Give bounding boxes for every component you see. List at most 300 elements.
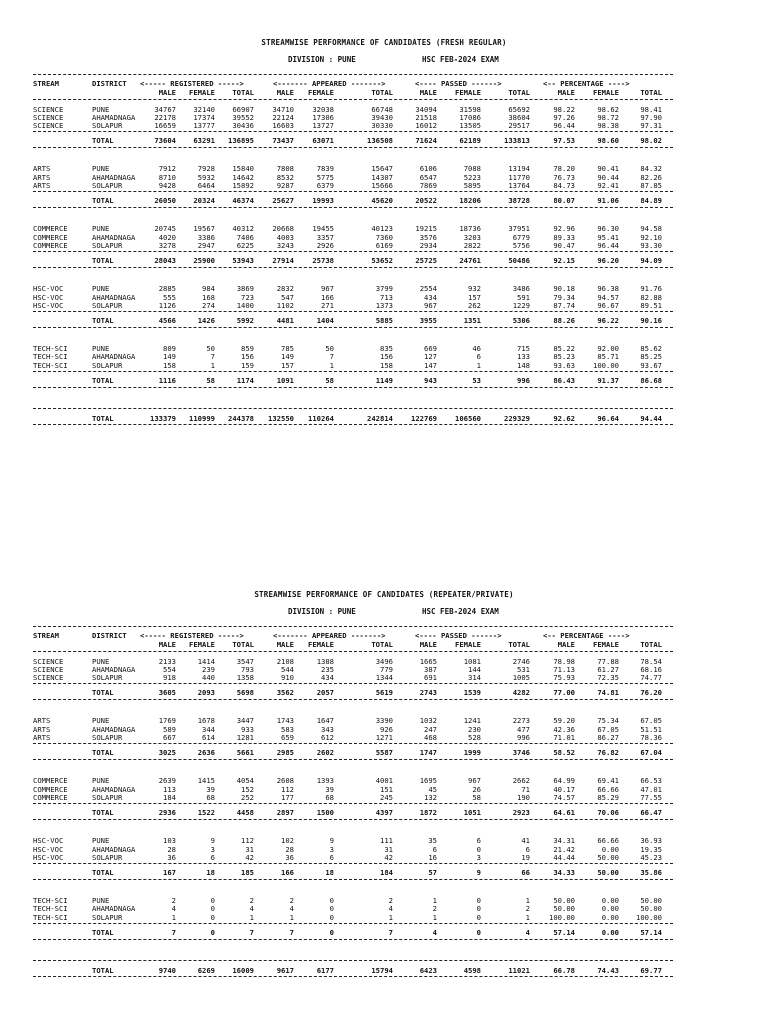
value-cell: 6423 — [419, 966, 437, 975]
value-cell: 1539 — [463, 688, 481, 698]
subheader-cell: TOTAL — [508, 87, 530, 97]
value-cell: 1695 — [419, 776, 437, 786]
value-cell: 5885 — [375, 316, 393, 326]
value-cell: 2885 — [158, 284, 176, 294]
value-cell: 36 — [285, 852, 294, 862]
value-cell: 3447 — [236, 716, 254, 726]
value-cell: 136508 — [367, 136, 393, 146]
value-cell: 57.14 — [553, 928, 575, 937]
subheader-cell: MALE — [158, 639, 176, 649]
value-cell: 779 — [380, 664, 393, 674]
value-cell: 440 — [202, 673, 215, 683]
district-header: DISTRICT — [92, 79, 127, 88]
value-cell: 42 — [384, 852, 393, 862]
value-cell: 1769 — [158, 716, 176, 726]
value-cell: 133379 — [150, 414, 176, 423]
value-cell: 96.20 — [597, 256, 619, 266]
stream-cell: TECH-SCI — [33, 352, 68, 362]
value-cell: 36.93 — [640, 836, 662, 846]
value-cell: 547 — [281, 292, 294, 302]
value-cell: 17306 — [312, 112, 334, 122]
value-cell: 97.90 — [640, 112, 662, 122]
value-cell: 2093 — [197, 688, 215, 698]
value-cell: 0.00 — [601, 904, 619, 914]
value-cell: 63291 — [193, 136, 215, 146]
value-cell: 0 — [476, 844, 481, 854]
subheader-cell: MALE — [557, 87, 575, 97]
value-cell: 39 — [325, 784, 334, 794]
district-cell: PUNE — [92, 656, 110, 666]
value-cell: 7 — [329, 352, 334, 362]
value-cell: 2985 — [276, 748, 294, 758]
subheader-cell: MALE — [557, 639, 575, 649]
value-cell: 7088 — [463, 164, 481, 174]
value-cell: 274 — [202, 300, 215, 310]
value-cell: 92.10 — [640, 232, 662, 242]
value-cell: 7 — [210, 352, 215, 362]
value-cell: 167 — [163, 868, 176, 878]
value-cell: 9287 — [276, 181, 294, 190]
value-cell: 66.66 — [597, 784, 619, 794]
district-cell: TOTAL — [92, 868, 114, 878]
value-cell: 6 — [525, 844, 530, 854]
value-cell: 16009 — [232, 966, 254, 975]
value-cell: 3203 — [463, 232, 481, 242]
value-cell: 76.20 — [640, 688, 662, 698]
district-cell: TOTAL — [92, 928, 114, 937]
value-cell: 2822 — [463, 240, 481, 250]
district-cell: SOLAPUR — [92, 673, 123, 683]
value-cell: 103 — [163, 836, 176, 846]
value-cell: 86.27 — [597, 733, 619, 742]
value-cell: 715 — [517, 344, 530, 354]
value-cell: 13727 — [312, 121, 334, 131]
divider — [33, 803, 673, 804]
value-cell: 87.74 — [553, 300, 575, 310]
value-cell: 589 — [163, 724, 176, 734]
stream-cell: HSC-VOC — [33, 284, 64, 294]
value-cell: 34094 — [415, 104, 437, 114]
value-cell: 42.36 — [553, 724, 575, 734]
value-cell: 78.98 — [553, 656, 575, 666]
divider — [33, 387, 673, 388]
stream-cell: COMMERCE — [33, 232, 68, 242]
value-cell: 7928 — [197, 164, 215, 174]
value-cell: 152 — [241, 784, 254, 794]
value-cell: 11021 — [508, 966, 530, 975]
value-cell: 1743 — [276, 716, 294, 726]
value-cell: 92.41 — [597, 181, 619, 190]
value-cell: 85.22 — [553, 344, 575, 354]
value-cell: 94.09 — [640, 256, 662, 266]
value-cell: 7360 — [375, 232, 393, 242]
value-cell: 1522 — [197, 808, 215, 818]
value-cell: 1678 — [197, 716, 215, 726]
value-cell: 15794 — [371, 966, 393, 975]
value-cell: 91.37 — [597, 376, 619, 385]
value-cell: 50 — [206, 344, 215, 354]
value-cell: 94.44 — [640, 414, 662, 423]
value-cell: 1116 — [158, 376, 176, 385]
value-cell: 34.31 — [553, 836, 575, 846]
value-cell: 68 — [206, 792, 215, 802]
divider — [33, 327, 673, 328]
value-cell: 58 — [472, 792, 481, 802]
value-cell: 100.00 — [593, 360, 619, 370]
value-cell: 113 — [163, 784, 176, 794]
value-cell: 100.00 — [636, 912, 662, 922]
value-cell: 1126 — [158, 300, 176, 310]
subheader-cell: FEMALE — [308, 87, 334, 97]
value-cell: 9428 — [158, 181, 176, 190]
value-cell: 1414 — [197, 656, 215, 666]
value-cell: 34710 — [272, 104, 294, 114]
value-cell: 344 — [202, 724, 215, 734]
value-cell: 918 — [163, 673, 176, 683]
value-cell: 93.30 — [640, 240, 662, 250]
value-cell: 71.01 — [553, 733, 575, 742]
value-cell: 3 — [476, 852, 481, 862]
value-cell: 158 — [163, 360, 176, 370]
value-cell: 528 — [468, 733, 481, 742]
value-cell: 31 — [384, 844, 393, 854]
value-cell: 2 — [432, 904, 437, 914]
value-cell: 156 — [380, 352, 393, 362]
divider — [33, 311, 673, 312]
value-cell: 90.16 — [640, 316, 662, 326]
value-cell: 34.33 — [553, 868, 575, 878]
value-cell: 1174 — [236, 376, 254, 385]
stream-cell: SCIENCE — [33, 664, 64, 674]
section-title: STREAMWISE PERFORMANCE OF CANDIDATES (FRESH REGULAR) — [261, 38, 507, 47]
divider — [33, 879, 673, 880]
value-cell: 1 — [249, 912, 254, 922]
stream-cell: SCIENCE — [33, 121, 64, 131]
value-cell: 76.73 — [553, 172, 575, 182]
value-cell: 50 — [325, 344, 334, 354]
value-cell: 6779 — [512, 232, 530, 242]
value-cell: 66.47 — [640, 808, 662, 818]
district-cell: AHAMADNAGA — [92, 352, 136, 362]
value-cell: 6 — [476, 836, 481, 846]
value-cell: 25725 — [415, 256, 437, 266]
value-cell: 74.81 — [597, 688, 619, 698]
value-cell: 2662 — [512, 776, 530, 786]
value-cell: 190 — [517, 792, 530, 802]
value-cell: 66907 — [232, 104, 254, 114]
value-cell: 691 — [424, 673, 437, 683]
subheader-cell: FEMALE — [593, 87, 619, 97]
divider — [33, 207, 673, 208]
value-cell: 4001 — [375, 776, 393, 786]
stream-cell: SCIENCE — [33, 104, 64, 114]
value-cell: 73604 — [154, 136, 176, 146]
value-cell: 31 — [245, 844, 254, 854]
divider — [33, 626, 673, 627]
value-cell: 1415 — [197, 776, 215, 786]
value-cell: 136895 — [228, 136, 254, 146]
subheader-cell: FEMALE — [593, 639, 619, 649]
value-cell: 477 — [517, 724, 530, 734]
district-cell: PUNE — [92, 164, 110, 174]
value-cell: 112 — [241, 836, 254, 846]
district-cell: TOTAL — [92, 316, 114, 326]
value-cell: 9 — [329, 836, 334, 846]
value-cell: 8710 — [158, 172, 176, 182]
stream-cell: ARTS — [33, 181, 51, 190]
stream-header: STREAM — [33, 631, 59, 640]
value-cell: 1647 — [316, 716, 334, 726]
value-cell: 3 — [210, 844, 215, 854]
value-cell: 4 — [525, 928, 530, 937]
value-cell: 5661 — [236, 748, 254, 758]
value-cell: 3799 — [375, 284, 393, 294]
value-cell: 0 — [329, 928, 334, 937]
value-cell: 44.44 — [553, 852, 575, 862]
value-cell: 74.43 — [597, 966, 619, 975]
value-cell: 98.60 — [597, 136, 619, 146]
value-cell: 933 — [241, 724, 254, 734]
value-cell: 62189 — [459, 136, 481, 146]
value-cell: 92.96 — [553, 224, 575, 234]
value-cell: 74.77 — [640, 673, 662, 683]
value-cell: 0.00 — [601, 928, 619, 937]
value-cell: 4 — [388, 904, 393, 914]
value-cell: 177 — [281, 792, 294, 802]
district-cell: SOLAPUR — [92, 181, 123, 190]
subheader-cell: TOTAL — [371, 87, 393, 97]
value-cell: 910 — [281, 673, 294, 683]
value-cell: 1 — [171, 912, 176, 922]
stream-cell: COMMERCE — [33, 240, 68, 250]
value-cell: 229329 — [504, 414, 530, 423]
value-cell: 3386 — [197, 232, 215, 242]
value-cell: 859 — [241, 344, 254, 354]
value-cell: 1 — [432, 896, 437, 906]
value-cell: 239 — [202, 664, 215, 674]
value-cell: 159 — [241, 360, 254, 370]
value-cell: 156 — [241, 352, 254, 362]
divider — [33, 131, 673, 132]
value-cell: 94.58 — [640, 224, 662, 234]
district-cell: AHAMADNAGA — [92, 232, 136, 242]
value-cell: 434 — [424, 292, 437, 302]
stream-cell: COMMERCE — [33, 784, 68, 794]
subheader-cell: FEMALE — [455, 87, 481, 97]
value-cell: 78.20 — [553, 164, 575, 174]
value-cell: 13777 — [193, 121, 215, 131]
value-cell: 91.06 — [597, 196, 619, 206]
value-cell: 2602 — [316, 748, 334, 758]
value-cell: 18 — [206, 868, 215, 878]
value-cell: 793 — [241, 664, 254, 674]
value-cell: 245 — [380, 792, 393, 802]
value-cell: 7869 — [419, 181, 437, 190]
divider — [33, 191, 673, 192]
value-cell: 1081 — [463, 656, 481, 666]
district-cell: PUNE — [92, 344, 110, 354]
value-cell: 3955 — [419, 316, 437, 326]
value-cell: 6 — [432, 844, 437, 854]
value-cell: 166 — [281, 868, 294, 878]
value-cell: 0 — [476, 896, 481, 906]
value-cell: 50.00 — [640, 904, 662, 914]
value-cell: 984 — [202, 284, 215, 294]
stream-cell: SCIENCE — [33, 673, 64, 683]
value-cell: 2936 — [158, 808, 176, 818]
value-cell: 85.25 — [640, 352, 662, 362]
district-cell: SOLAPUR — [92, 852, 123, 862]
value-cell: 94.57 — [597, 292, 619, 302]
value-cell: 34767 — [154, 104, 176, 114]
value-cell: 2639 — [158, 776, 176, 786]
district-cell: TOTAL — [92, 414, 114, 423]
value-cell: 18736 — [459, 224, 481, 234]
stream-cell: HSC-VOC — [33, 300, 64, 310]
value-cell: 1 — [210, 360, 215, 370]
value-cell: 100.00 — [549, 912, 575, 922]
value-cell: 8532 — [276, 172, 294, 182]
value-cell: 96.67 — [597, 300, 619, 310]
value-cell: 106560 — [455, 414, 481, 423]
value-cell: 147 — [424, 360, 437, 370]
stream-cell: COMMERCE — [33, 224, 68, 234]
value-cell: 6 — [210, 852, 215, 862]
value-cell: 2743 — [419, 688, 437, 698]
value-cell: 1 — [432, 912, 437, 922]
value-cell: 42 — [245, 852, 254, 862]
value-cell: 78.54 — [640, 656, 662, 666]
value-cell: 1005 — [512, 673, 530, 683]
value-cell: 144 — [468, 664, 481, 674]
value-cell: 77.55 — [640, 792, 662, 802]
value-cell: 132 — [424, 792, 437, 802]
value-cell: 39 — [206, 784, 215, 794]
value-cell: 9 — [476, 868, 481, 878]
value-cell: 96.64 — [597, 414, 619, 423]
value-cell: 13194 — [508, 164, 530, 174]
value-cell: 6 — [329, 852, 334, 862]
value-cell: 71.13 — [553, 664, 575, 674]
value-cell: 57 — [428, 868, 437, 878]
value-cell: 3243 — [276, 240, 294, 250]
value-cell: 1271 — [375, 733, 393, 742]
value-cell: 112 — [281, 784, 294, 794]
value-cell: 4 — [289, 904, 294, 914]
value-cell: 0 — [329, 896, 334, 906]
value-cell: 46 — [472, 344, 481, 354]
value-cell: 659 — [281, 733, 294, 742]
value-cell: 6547 — [419, 172, 437, 182]
value-cell: 4003 — [276, 232, 294, 242]
value-cell: 1 — [329, 360, 334, 370]
value-cell: 85.62 — [640, 344, 662, 354]
value-cell: 38728 — [508, 196, 530, 206]
value-cell: 7912 — [158, 164, 176, 174]
value-cell: 45620 — [371, 196, 393, 206]
value-cell: 28043 — [154, 256, 176, 266]
value-cell: 96.30 — [597, 224, 619, 234]
value-cell: 2273 — [512, 716, 530, 726]
value-cell: 98.41 — [640, 104, 662, 114]
district-cell: AHAMADNAGA — [92, 292, 136, 302]
value-cell: 32038 — [312, 104, 334, 114]
value-cell: 86.68 — [640, 376, 662, 385]
value-cell: 102 — [281, 836, 294, 846]
subheader-cell: MALE — [419, 87, 437, 97]
divider — [33, 699, 673, 700]
value-cell: 4481 — [276, 316, 294, 326]
value-cell: 67.05 — [640, 716, 662, 726]
value-cell: 132550 — [268, 414, 294, 423]
value-cell: 20745 — [154, 224, 176, 234]
value-cell: 61.27 — [597, 664, 619, 674]
value-cell: 76.82 — [597, 748, 619, 758]
passed-header: <---- PASSED ------> — [415, 79, 502, 88]
value-cell: 0 — [476, 912, 481, 922]
value-cell: 11770 — [508, 172, 530, 182]
district-cell: PUNE — [92, 836, 110, 846]
value-cell: 89.51 — [640, 300, 662, 310]
value-cell: 32140 — [193, 104, 215, 114]
value-cell: 19993 — [312, 196, 334, 206]
value-cell: 1 — [388, 912, 393, 922]
value-cell: 1229 — [512, 300, 530, 310]
district-cell: AHAMADNAGA — [92, 724, 136, 734]
subheader-cell: FEMALE — [189, 87, 215, 97]
divider — [33, 759, 673, 760]
exam-label: HSC FEB-2024 EXAM — [422, 55, 499, 64]
value-cell: 1747 — [419, 748, 437, 758]
stream-cell: TECH-SCI — [33, 344, 68, 354]
value-cell: 4 — [249, 904, 254, 914]
district-cell: PUNE — [92, 224, 110, 234]
district-cell: PUNE — [92, 776, 110, 786]
value-cell: 97.53 — [553, 136, 575, 146]
value-cell: 4054 — [236, 776, 254, 786]
value-cell: 2926 — [316, 240, 334, 250]
divider — [33, 863, 673, 864]
value-cell: 1500 — [316, 808, 334, 818]
appeared-header: <------- APPEARED -------> — [273, 79, 386, 88]
value-cell: 6177 — [316, 966, 334, 975]
value-cell: 230 — [468, 724, 481, 734]
value-cell: 17374 — [193, 112, 215, 122]
value-cell: 21.42 — [553, 844, 575, 854]
value-cell: 15647 — [371, 164, 393, 174]
value-cell: 96.38 — [597, 284, 619, 294]
divider — [33, 408, 673, 409]
value-cell: 555 — [163, 292, 176, 302]
value-cell: 7 — [249, 928, 254, 937]
value-cell: 66748 — [371, 104, 393, 114]
value-cell: 20522 — [415, 196, 437, 206]
value-cell: 5992 — [236, 316, 254, 326]
value-cell: 1091 — [276, 376, 294, 385]
value-cell: 926 — [380, 724, 393, 734]
district-cell: TOTAL — [92, 808, 114, 818]
value-cell: 66.66 — [597, 836, 619, 846]
value-cell: 53652 — [371, 256, 393, 266]
value-cell: 38604 — [508, 112, 530, 122]
district-cell: SOLAPUR — [92, 121, 123, 131]
value-cell: 98.62 — [597, 104, 619, 114]
stream-cell: HSC-VOC — [33, 836, 64, 846]
value-cell: 723 — [241, 292, 254, 302]
value-cell: 50.00 — [597, 852, 619, 862]
value-cell: 0 — [476, 904, 481, 914]
value-cell: 84.32 — [640, 164, 662, 174]
